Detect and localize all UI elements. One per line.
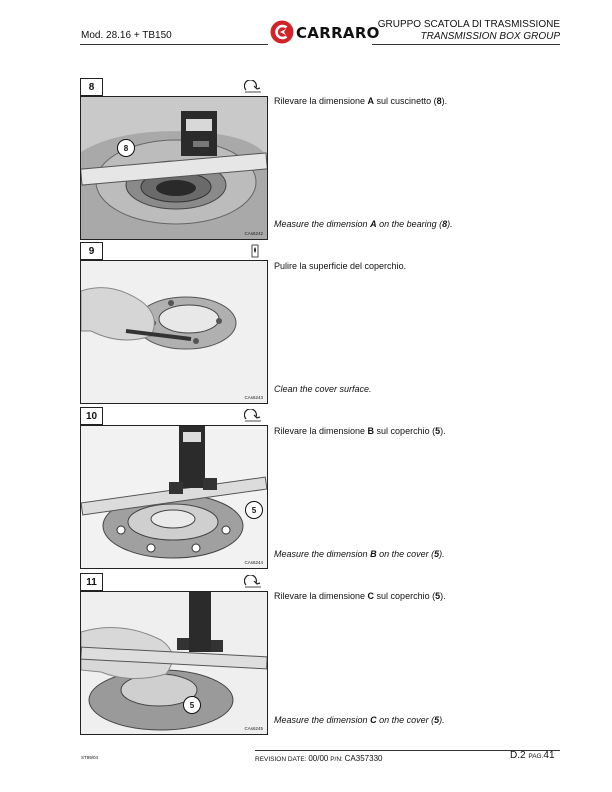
step-11-text-it: Rilevare la dimensione C sul coperchio (5). bbox=[274, 591, 446, 601]
cover-measure-c-photo bbox=[81, 592, 267, 734]
step-8 bbox=[80, 78, 268, 240]
brand-wordmark: CARRARO bbox=[296, 24, 380, 42]
header-rule-right bbox=[372, 44, 560, 45]
step-photo bbox=[80, 260, 268, 404]
group-title-it: GRUPPO SCATOLA DI TRASMISSIONE bbox=[377, 19, 560, 30]
bearing-measure-photo bbox=[81, 97, 267, 239]
step-number: 11 bbox=[80, 573, 103, 591]
clean-icon bbox=[246, 244, 264, 258]
step-10 bbox=[80, 407, 268, 569]
header-rule-left bbox=[80, 44, 268, 45]
measure-icon bbox=[244, 409, 262, 423]
group-title-en: TRANSMISSION BOX GROUP bbox=[420, 31, 560, 42]
cover-cleaning-photo bbox=[81, 261, 267, 403]
step-photo bbox=[80, 591, 268, 735]
brand-logo bbox=[270, 20, 380, 46]
step-photo bbox=[80, 96, 268, 240]
image-code: CAs6245 bbox=[244, 726, 263, 731]
measure-icon bbox=[244, 80, 262, 94]
step-11-text-en: Measure the dimension C on the cover (5). bbox=[274, 715, 445, 725]
carraro-logo-icon bbox=[270, 20, 294, 44]
step-10-text-it: Rilevare la dimensione B sul coperchio (5). bbox=[274, 426, 446, 436]
callout-5: 5 bbox=[245, 501, 263, 519]
cover-measure-b-photo bbox=[81, 426, 267, 568]
callout-8: 8 bbox=[117, 139, 135, 157]
doc-code: ST89/04 bbox=[81, 755, 99, 760]
page-number: D.2 PAG.41 bbox=[510, 750, 555, 761]
step-11 bbox=[80, 573, 268, 735]
callout-5: 5 bbox=[183, 696, 201, 714]
step-9-text-it: Pulire la superficie del coperchio. bbox=[274, 261, 407, 271]
step-8-text-en: Measure the dimension A on the bearing (8). bbox=[274, 219, 453, 229]
step-number: 9 bbox=[80, 242, 103, 260]
measure-icon bbox=[244, 575, 262, 589]
model-label: Mod. 28.16 + TB150 bbox=[81, 30, 172, 41]
step-8-text-it: Rilevare la dimensione A sul cuscinetto (8). bbox=[274, 96, 448, 106]
step-10-text-en: Measure the dimension B on the cover (5). bbox=[274, 549, 445, 559]
step-number: 10 bbox=[80, 407, 103, 425]
step-photo bbox=[80, 425, 268, 569]
step-9-text-en: Clean the cover surface. bbox=[274, 384, 372, 394]
image-code: CAs6243 bbox=[244, 395, 263, 400]
image-code: CAs6242 bbox=[244, 231, 263, 236]
step-9 bbox=[80, 242, 268, 404]
step-number: 8 bbox=[80, 78, 103, 96]
revision-info: REVISION DATE: 00/00 P/N: CA357330 bbox=[255, 754, 383, 763]
image-code: CAs6244 bbox=[244, 560, 263, 565]
